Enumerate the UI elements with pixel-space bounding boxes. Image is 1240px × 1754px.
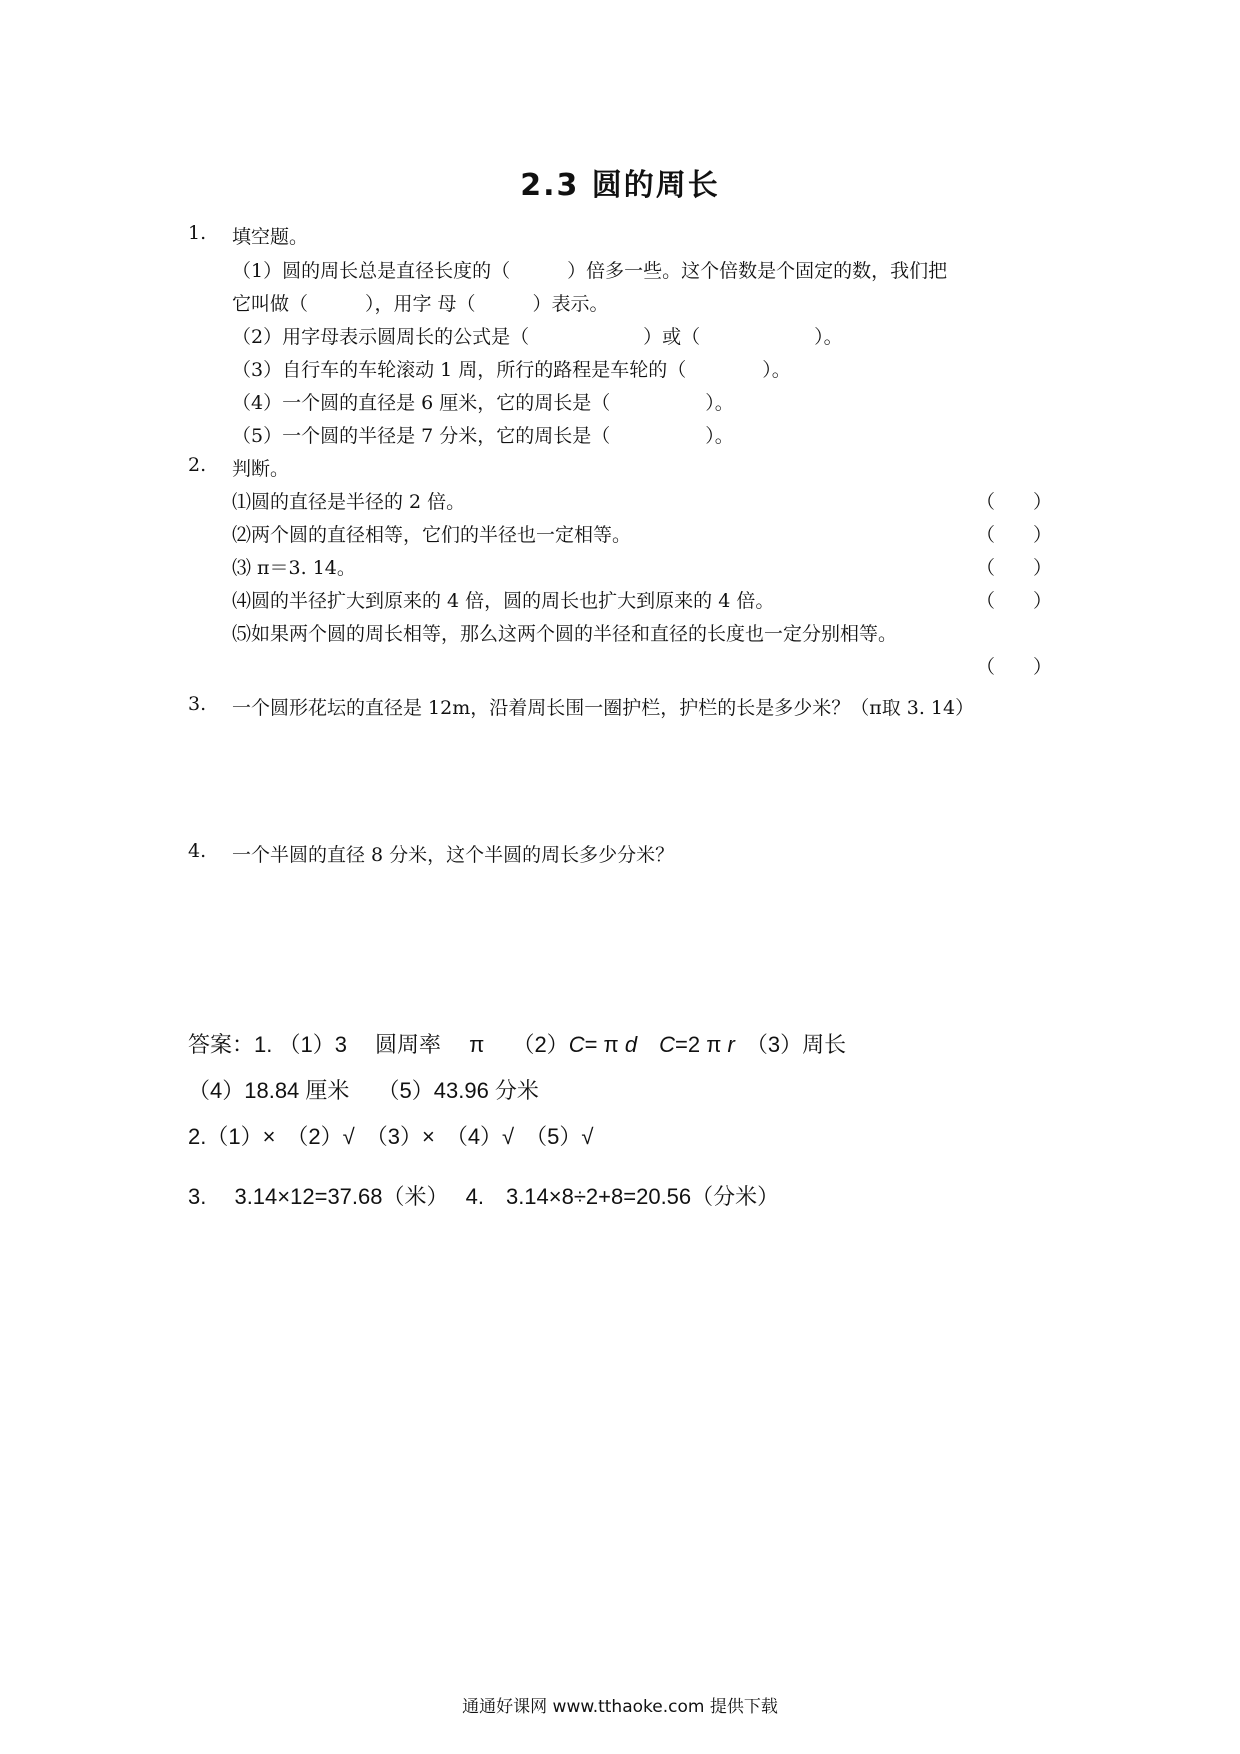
formula-d-var: d	[624, 1032, 638, 1057]
q2-item-4-answer-blank: （ ）	[976, 590, 1053, 612]
q1-item-3: （3）自行车的车轮滚动 1 周，所行的路程是车轮的（ ）。	[232, 359, 791, 381]
footer-source: 通通好课网 www.tthaoke.com 提供下载	[462, 1697, 778, 1717]
q2-item-4: ⑷圆的半径扩大到原来的 4 倍，圆的周长也扩大到原来的 4 倍。	[232, 590, 775, 612]
q1-item-5: （5）一个圆的半径是 7 分米，它的周长是（ ）。	[232, 425, 734, 447]
q1-item-2: （2）用字母表示圆周长的公式是（ ）或（ ）。	[232, 326, 843, 348]
answer-line-1	[188, 1028, 846, 1059]
answer-line-2: （4）18.84 厘米 （5）43.96 分米	[188, 1078, 539, 1103]
q2-item-2: ⑵两个圆的直径相等，它们的半径也一定相等。	[232, 524, 632, 546]
q1-item-1: （1）圆的周长总是直径长度的（ ）倍多一些。这个倍数是个固定的数，我们把	[232, 260, 948, 282]
q2-number: 2.	[188, 454, 207, 476]
q2-item-2-answer-blank: （ ）	[976, 524, 1053, 546]
formula-pi-part: = π	[584, 1032, 625, 1057]
formula-c-var-2: C	[659, 1032, 675, 1057]
q2-item-1: ⑴圆的直径是半径的 2 倍。	[232, 491, 466, 513]
q4-text: 一个半圆的直径 8 分米，这个半圆的周长多少分米？	[232, 844, 675, 866]
q2-item-3-answer-blank: （ ）	[976, 557, 1053, 579]
formula-2pi-part: =2 π	[675, 1032, 728, 1057]
q2-item-3: ⑶ π＝3. 14。	[232, 557, 356, 579]
q2-item-5-answer-blank: （ ）	[976, 656, 1053, 678]
page-title: 2.3 圆的周长	[520, 168, 720, 203]
q2-item-1-answer-blank: （ ）	[976, 491, 1053, 513]
q3-text: 一个圆形花坛的直径是 12m，沿着周长围一圈护栏，护栏的长是多少米？（π取 3. 14）	[232, 697, 975, 719]
q2-item-5: ⑸如果两个圆的周长相等，那么这两个圆的半径和直径的长度也一定分别相等。	[232, 623, 898, 645]
q2-heading: 判断。	[232, 458, 290, 480]
answer-line-1-text: 答案：1. （1）3 圆周率 π （2）	[188, 1032, 569, 1057]
q1-item-4: （4）一个圆的直径是 6 厘米，它的周长是（ ）。	[232, 392, 734, 414]
q1-heading: 填空题。	[232, 226, 309, 248]
q1-number: 1.	[188, 222, 207, 244]
formula-c-var: C	[568, 1032, 585, 1057]
formula-gap	[637, 1032, 659, 1057]
formula-r-var: r	[727, 1032, 735, 1057]
q3-number: 3.	[188, 693, 207, 715]
q1-item-1-cont: 它叫做（ ），用字 母（ ）表示。	[232, 293, 609, 315]
answer-line-4: 3. 3.14×12=37.68（米） 4. 3.14×8÷2+8=20.56（分米）	[188, 1184, 780, 1209]
answer-line-1-end: （3）周长	[734, 1032, 847, 1057]
answer-line-3: 2.（1）× （2）√ （3）× （4）√ （5）√	[188, 1124, 594, 1149]
q4-number: 4.	[188, 840, 207, 862]
